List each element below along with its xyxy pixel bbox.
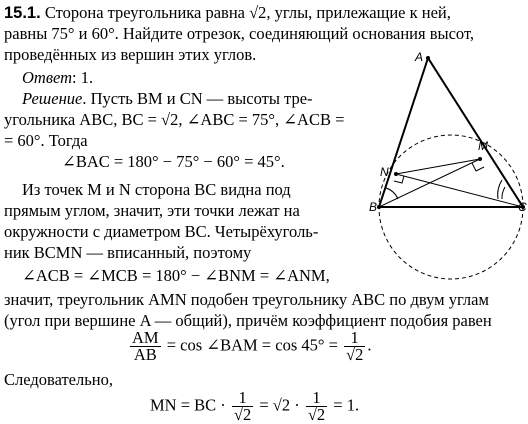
- fraction-mn-2-num: 1: [306, 390, 327, 407]
- equation-bac: ∠BAC = 180° − 75° − 60° = 45°.: [62, 152, 285, 171]
- solution-line-7: ник BCMN — вписанный, поэтому: [4, 243, 252, 262]
- fraction-am-ab: [130, 330, 161, 363]
- solution-line-6: окружности с диаметром BC. Четырёхуголь-: [4, 222, 319, 241]
- solution-line-10: Следовательно,: [4, 370, 113, 389]
- fraction-denominator: AB: [133, 345, 157, 364]
- solution-line-8: значит, треугольник AMN подобен треугольнику ABC по двум углам: [4, 290, 489, 309]
- right-angle-m: [472, 163, 484, 171]
- mn-end: = 1.: [333, 395, 360, 415]
- triangle-abc: [379, 58, 523, 207]
- equation-acb: ∠ACB = ∠MCB = 180° − ∠BNM = ∠ANM,: [22, 266, 330, 285]
- point-a: [426, 56, 430, 60]
- ratio-end: .: [367, 335, 372, 355]
- fraction-numerator: AM: [132, 328, 159, 347]
- fraction-mn-1-den: √2: [233, 405, 252, 424]
- fraction-mn-1: [232, 390, 253, 423]
- equation-mn: [150, 390, 359, 423]
- answer-line: [22, 68, 93, 88]
- mn-start: MN = BC ·: [150, 395, 226, 415]
- answer-value: : 1.: [72, 68, 94, 87]
- ratio-middle: = cos ∠BAM = cos 45° =: [166, 335, 338, 355]
- label-a: A: [415, 50, 424, 64]
- point-n: [394, 172, 398, 176]
- equation-ratio: [128, 330, 371, 363]
- label-c: C: [518, 200, 527, 214]
- label-n: N: [380, 165, 389, 179]
- solution-line-5: прямым углом, значит, эти точки лежат на: [4, 201, 300, 220]
- point-b: [377, 205, 381, 209]
- solution-line-2: угольника ABC, BC = √2, ∠ABC = 75°, ∠ACB =: [4, 110, 345, 129]
- problem-line-3: проведённых из вершин этих углов.: [4, 45, 257, 64]
- problem-line-2: равны 75° и 60°. Найдите отрезок, соединяющий основания высот,: [4, 24, 475, 43]
- fraction-sqrt2: √2: [346, 345, 364, 364]
- mn-middle: = √2 ·: [259, 395, 300, 415]
- angle-arc-b: [386, 188, 398, 199]
- point-m: [478, 157, 482, 161]
- segment-mn: [396, 159, 480, 174]
- fraction-one-sqrt2: [344, 330, 365, 363]
- problem-line-1: [4, 3, 451, 23]
- problem-number: 15.1.: [4, 4, 41, 22]
- solution-text-1: . Пусть BM и CN — высоты тре-: [82, 89, 313, 108]
- fraction-one: 1: [344, 330, 365, 347]
- solution-line-4: Из точек M и N сторона BC видна под: [22, 180, 291, 199]
- fraction-mn-2: [306, 390, 327, 423]
- label-m: M: [478, 139, 488, 153]
- angle-arc-c-2: [498, 180, 502, 199]
- solution-label: Решение: [22, 89, 83, 108]
- solution-line-9: (угол при вершине A — общий), причём коэффициент подобия равен: [4, 311, 492, 330]
- solution-line-3: = 60°. Тогда: [4, 131, 88, 150]
- fraction-mn-1-num: 1: [232, 390, 253, 407]
- label-b: B: [369, 200, 378, 214]
- fraction-mn-2-den: √2: [307, 405, 326, 424]
- angle-arc-c-1: [502, 187, 505, 199]
- problem-text-1: Сторона треугольника равна √2, углы, прилежащие к ней,: [44, 3, 451, 22]
- answer-label: Ответ: [22, 68, 73, 87]
- right-angle-n: [394, 176, 404, 183]
- triangle-figure: [368, 48, 528, 288]
- solution-line-1: [22, 89, 313, 109]
